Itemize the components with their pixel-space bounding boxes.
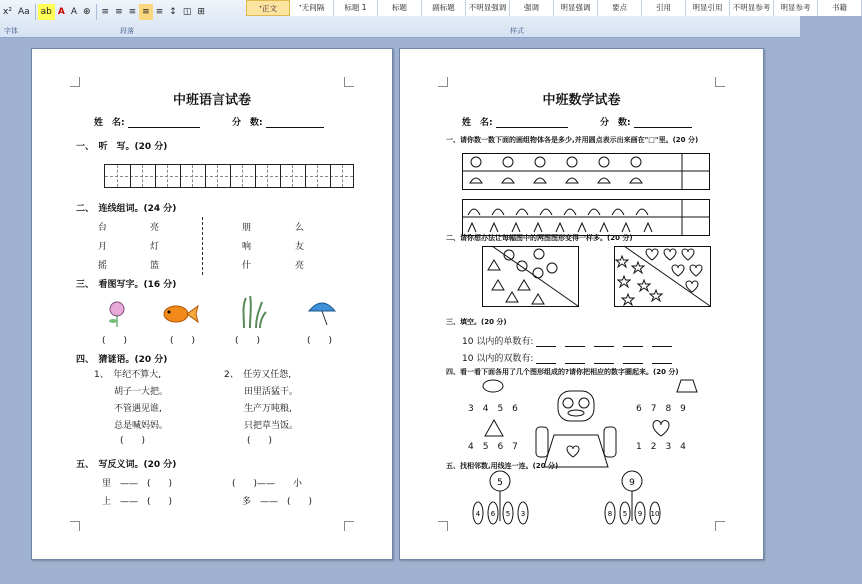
riddle-line: 胡子一大把。 [114,387,169,397]
style-chip[interactable]: 不明显强调 [466,0,510,16]
style-chip[interactable]: ᐩ正文 [246,0,290,16]
even-label: 10 以内的双数有: [462,354,534,364]
bird-icon [578,223,586,232]
chick-icon [566,178,578,183]
match-word[interactable]: 什 [242,261,252,271]
section-2-heading: 二、 连线组词。(24 分) [76,204,177,214]
bird-icon [622,223,630,232]
petal-number: 5 [505,510,511,518]
trapezoid-shape [676,379,698,393]
distribute-icon[interactable]: ≡ [155,7,164,17]
riddle-line: 生产万吨粮, [244,404,292,414]
riddle-line: 田里活猛干。 [244,387,299,397]
grid-cell-divider [305,165,306,187]
bird-icon [512,223,520,232]
dictation-grid[interactable] [104,164,354,188]
match-word[interactable]: 台 [98,223,108,233]
antonym-2[interactable]: 上 —— ( ) [102,497,173,507]
number-set-c[interactable]: 6 7 8 9 [636,404,686,414]
bird-icon [490,223,498,232]
grid-guide [117,165,118,187]
match-word[interactable]: 灯 [150,242,160,252]
turtle-icon [516,209,528,215]
bird-icon [468,223,476,232]
flower-diagram-right[interactable] [602,471,662,527]
line-spacing-icon[interactable]: ↕ [169,7,177,17]
superscript-button[interactable]: x² [3,7,12,17]
section-5-heading: 五、 写反义词。(20 分) [76,460,177,470]
style-chip[interactable]: ᐩ无间隔 [290,0,334,16]
border-icon[interactable]: ⊞ [197,7,205,17]
grid-guide [192,165,193,187]
section-1-heading: 一、 听 写。(20 分) [76,142,168,152]
grid-cell-divider [130,165,131,187]
petal-number: 3 [520,510,526,518]
crop-mark [70,77,80,87]
grid-guide [267,165,268,187]
image-answer-slot[interactable]: ( ) [170,336,196,346]
styles-group-label: 样式 [510,27,524,35]
grid-cell-divider [205,165,206,187]
score-label: 分 数: [600,118,631,128]
bird-icon [556,223,564,232]
page-title: 中班数学试卷 [542,93,621,108]
crop-mark [344,77,354,87]
page-math[interactable] [399,48,764,560]
score-field[interactable] [600,115,692,128]
page-title: 中班语言试卷 [172,93,251,108]
score-field[interactable] [232,115,324,128]
question-1: 一、请你数一数下面的画组物体各是多少,并用圆点表示出来画在"□"里。(20 分) [446,136,699,144]
section-3-heading: 三、 看图写字。(16 分) [76,280,177,290]
odd-numbers-field[interactable] [462,334,672,347]
font-group-label: 字体 [4,27,18,35]
riddle-1-answer[interactable]: ( ) [120,436,146,446]
align-right-icon[interactable]: ≡ [128,7,137,17]
style-chip[interactable]: 明显引用 [686,0,730,16]
antonym-1[interactable]: 里 —— ( ) [102,479,173,489]
score-label: 分 数: [232,118,263,128]
grid-guide [292,165,293,187]
shapes-box-right[interactable] [614,246,714,308]
number-set-b[interactable]: 4 5 6 7 [468,442,518,452]
petal-number: 10 [650,510,660,518]
chick-icon [630,178,642,183]
crop-mark [715,77,725,87]
section-4-heading: 四、 猜谜语。(20 分) [76,355,168,365]
question-2: 二、请你想办法让每幅图中的两图图形变得一样多。(20 分) [446,234,633,242]
apple-icon [503,157,513,167]
match-word[interactable]: 月 [98,242,108,252]
turtle-icon [588,209,600,215]
match-word[interactable]: 篮 [150,261,160,271]
align-left-icon[interactable]: ≡ [101,7,110,17]
petal-number: 9 [637,510,643,518]
riddle-line: 不管遇见谁, [114,404,162,414]
heart-shape [652,419,670,437]
enclose-char-icon[interactable]: ⊕ [82,7,91,17]
riddle-line: 只把草当饭。 [244,421,299,431]
match-word[interactable]: 亮 [295,261,305,271]
number-set-a[interactable]: 3 4 5 6 [468,404,518,414]
chick-icon [470,178,482,183]
grid-cell-divider [155,165,156,187]
grid-cell-divider [280,165,281,187]
apple-icon [631,157,641,167]
crop-mark [70,521,80,531]
image-answer-slot[interactable]: ( ) [102,336,128,346]
match-word[interactable]: 友 [295,242,305,252]
divider [202,217,203,275]
apple-icon [535,157,545,167]
grid-guide [217,165,218,187]
paragraph-group-label: 段落 [120,27,134,35]
name-label: 姓 名: [462,118,493,128]
match-word[interactable]: 摇 [98,261,108,271]
grid-cell-divider [180,165,181,187]
riddle-line: 1、 年纪不算大, [94,370,162,380]
petal-number: 8 [607,510,613,518]
grid-guide [142,165,143,187]
grass-icon [240,296,266,328]
separator [96,4,97,20]
turtle-icon [492,209,504,215]
goldfish-icon [160,301,200,327]
bird-icon [600,223,608,232]
shading-icon[interactable]: ◫ [182,7,192,17]
ribbon-format-row [0,2,208,22]
grid-cell-divider [230,165,231,187]
chick-icon [502,178,514,183]
crop-mark [438,77,448,87]
riddle-line: 总是喊妈妈。 [114,421,169,431]
apple-icon [567,157,577,167]
petal-number: 5 [622,510,628,518]
riddle-2-answer[interactable]: ( ) [247,436,273,446]
style-chip[interactable]: 明显强调 [554,0,598,16]
number-set-d[interactable]: 1 2 3 4 [636,442,686,452]
grid-cell-divider [330,165,331,187]
odd-label: 10 以内的单数有: [462,337,534,347]
grid-guide [342,165,343,187]
name-label: 姓 名: [94,118,125,128]
grid-cell-divider [255,165,256,187]
style-chip[interactable]: 标题 [378,0,422,16]
apple-icon [599,157,609,167]
align-center-icon[interactable]: ≡ [115,7,123,17]
question-5: 五、找相邻数,用线连一连。(20 分) [446,462,559,470]
crop-mark [715,521,725,531]
grid-guide [242,165,243,187]
style-chip[interactable]: 书籍 [818,0,862,16]
riddle-line: 2、 任劳又任怨, [224,370,292,380]
match-word[interactable]: 么 [295,223,305,233]
petal-number: 4 [475,510,481,518]
even-numbers-field[interactable] [462,351,672,364]
triangle-shape [484,419,504,437]
change-case-button[interactable]: Aa [17,7,30,17]
flower-icon [107,301,127,327]
name-field[interactable] [462,115,568,128]
turtle-icon [564,209,576,215]
counting-table[interactable] [462,153,712,245]
grid-guide [317,165,318,187]
page-language[interactable] [31,48,393,560]
style-chip[interactable]: 明显参考 [774,0,818,16]
match-word[interactable]: 亮 [150,223,160,233]
style-chip[interactable]: 强调 [510,0,554,16]
turtle-icon [468,209,480,215]
match-word[interactable]: 响 [242,242,252,252]
robot-figure [536,387,616,469]
style-chip[interactable]: 副标题 [422,0,466,16]
turtle-icon [636,209,648,215]
question-4: 四、看一看下面各用了几个图形组成的?请你把相应的数字圈起来。(20 分) [446,368,679,376]
style-chip[interactable]: 不明显参考 [730,0,774,16]
turtle-icon [540,209,552,215]
match-word[interactable]: 朋 [242,223,252,233]
flower-center-number: 5 [497,478,503,488]
crop-mark [438,521,448,531]
antonym-4[interactable]: 多 —— ( ) [242,497,313,507]
shapes-box-left[interactable] [482,246,582,308]
bird-icon [644,223,652,232]
ribbon [0,0,847,38]
style-chip[interactable]: 引用 [642,0,686,16]
ellipse-shape [482,379,504,393]
justify-icon[interactable]: ≡ [139,4,153,20]
petal-number: 6 [490,510,496,518]
char-shading-icon[interactable]: A [70,7,77,17]
flower-center-number: 9 [629,478,635,488]
flower-diagram-left[interactable] [470,471,530,527]
separator [35,4,36,20]
styles-gallery [246,0,862,16]
bird-icon [534,223,542,232]
umbrella-icon [307,299,337,327]
chick-icon [534,178,546,183]
highlight-icon[interactable]: ab [38,4,55,20]
style-chip[interactable]: 标题 1 [334,0,378,16]
name-field[interactable] [94,115,200,128]
chick-icon [598,178,610,183]
apple-icon [471,157,481,167]
antonym-3[interactable]: ( )—— 小 [232,479,303,489]
font-color-icon[interactable]: A [57,7,65,17]
style-chip[interactable]: 要点 [598,0,642,16]
image-answer-slot[interactable]: ( ) [307,336,333,346]
crop-mark [344,521,354,531]
question-3: 三、填空。(20 分) [446,318,507,326]
image-answer-slot[interactable]: ( ) [235,336,261,346]
grid-guide [167,165,168,187]
turtle-icon [612,209,624,215]
